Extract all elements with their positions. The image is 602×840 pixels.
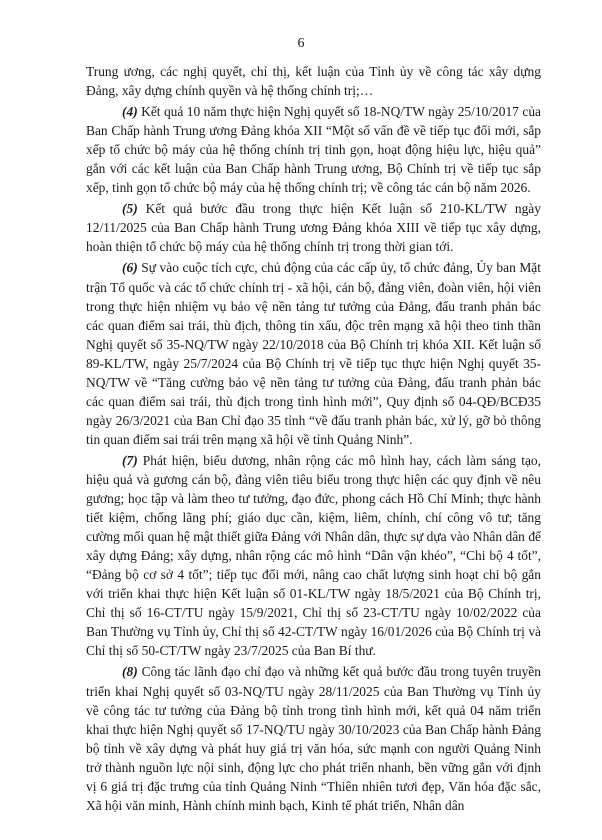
page-number: 6: [297, 36, 305, 51]
document-body: [86, 62, 541, 817]
paragraph-6: [86, 258, 541, 448]
paragraph-text: Phát hiện, biểu dương, nhân rộng các mô hình hay, cách làm sáng tạo, hiệu quả và gương cán bộ, đảng viên tiêu biểu trong thực hiện các quy định về nêu gương; học tập và làm theo tư tưởng, đạo đức, phong cách Hồ Chí Minh; thực hành tiết kiệm, chống lãng phí; giáo dục cần, kiệm, liêm, chính, chí công vô tư; tăng cường mối quan hệ mật thiết giữa Đảng với Nhân dân, thực sự dựa vào Nhân dân để xây dựng Đảng; xây dựng, nhân rộng các mô hình “Dân vận khéo”, “Chi bộ 4 tốt”, “Đảng bộ cơ sở 4 tốt”; tiếp tục đổi mới, nâng cao chất lượng sinh hoạt chi bộ gắn với triển khai thực hiện Kết luận số 01-KL/TW ngày 18/5/2021 của Bộ Chính trị, Chỉ thị số 16-CT/TU ngày 15/9/2021, Chỉ thị số 23-CT/TU ngày 10/02/2022 của Ban Thường vụ Tỉnh ủy, Chỉ thị số 42-CT/TW ngày 16/01/2026 của Bộ Chính trị và Chỉ thị số 50-CT/TW ngày 23/7/2025 của Ban Bí thư.: [86, 452, 541, 659]
paragraph-number: (8): [122, 664, 138, 680]
paragraph-5: [86, 199, 541, 256]
paragraph-text: Kết quả 10 năm thực hiện Nghị quyết số 18-NQ/TW ngày 25/10/2017 của Ban Chấp hành Trung ương Đảng khóa XII “Một số vấn đề về tiếp tục đổi mới, sắp xếp tổ chức bộ máy của hệ thống chính trị tinh gọn, hoạt động hiệu lực, hiệu quả” gắn với các kết luận của Ban Chấp hành Trung ương, Bộ Chính trị về tiếp tục sắp xếp, tinh gọn tổ chức bộ máy của hệ thống chính trị; về công tác cán bộ năm 2026.: [86, 104, 541, 196]
paragraph-4: [86, 102, 541, 197]
paragraph-text: Trung ương, các nghị quyết, chỉ thị, kết luận của Tỉnh ủy về công tác xây dựng Đảng, xây dựng chính quyền và hệ thống chính trị;…: [86, 64, 541, 99]
paragraph-number: (7): [122, 452, 138, 468]
paragraph-7: [86, 451, 541, 661]
paragraph-number: (6): [122, 260, 138, 276]
paragraph-8: [86, 662, 541, 814]
paragraph-text: Sự vào cuộc tích cực, chủ động của các cấp ủy, tổ chức đảng, Ủy ban Mặt trận Tổ quốc và các tổ chức chính trị - xã hội, cán bộ, đảng viên, đoàn viên, hội viên trong thực hiện nhiệm vụ bảo vệ nền tảng tư tưởng của Đảng, đấu tranh phản bác các quan điểm sai trái, thù địch, thông tin xấu, độc trên mạng xã hội theo tinh thần Nghị quyết số 35-NQ/TW ngày 22/10/2018 của Bộ Chính trị khóa XII. Kết luận số 89-KL/TW, ngày 25/7/2024 của Bộ Chính trị về tiếp tục thực hiện Nghị quyết 35-NQ/TW về “Tăng cường bảo vệ nền tảng tư tưởng của Đảng, đấu tranh phản bác các quan điểm sai trái, thù địch trong tình hình mới”, Quy định số 04-QĐ/BCĐ35 ngày 26/3/2021 của Ban Chỉ đạo 35 tỉnh “về đấu tranh phản bác, xử lý, gỡ bỏ thông tin quan điểm sai trái trên mạng xã hội về tỉnh Quảng Ninh”.: [86, 260, 541, 447]
paragraph-number: (4): [122, 104, 138, 120]
paragraph-number: (5): [122, 201, 138, 217]
paragraph-text: Công tác lãnh đạo chỉ đạo và những kết quả bước đầu trong tuyên truyền triển khai Nghị quyết số 03-NQ/TU ngày 28/11/2025 của Ban Thường vụ Tỉnh ủy về công tác tư tưởng của Đảng bộ tỉnh trong tình hình mới, kết quả 04 năm triển khai thực hiện Nghị quyết số 17-NQ/TU ngày 30/10/2023 của Ban Chấp hành Đảng bộ tỉnh về xây dựng và phát huy giá trị văn hóa, sức mạnh con người Quảng Ninh trở thành nguồn lực nội sinh, động lực cho phát triển nhanh, bền vững gắn với định vị 6 giá trị đặc trưng của tỉnh Quảng Ninh “Thiên nhiên tươi đẹp, Văn hóa đặc sắc, Xã hội văn minh, Hành chính minh bạch, Kinh tế phát triển, Nhân dân: [86, 664, 541, 813]
paragraph-continued: [86, 62, 541, 100]
paragraph-text: Kết quả bước đầu trong thực hiện Kết luận số 210-KL/TW ngày 12/11/2025 của Ban Chấp hành Trung ương Đảng khóa XIII về tiếp tục xây dựng, hoàn thiện tổ chức bộ máy của hệ thống chính trị trong thời gian tới.: [86, 201, 541, 255]
